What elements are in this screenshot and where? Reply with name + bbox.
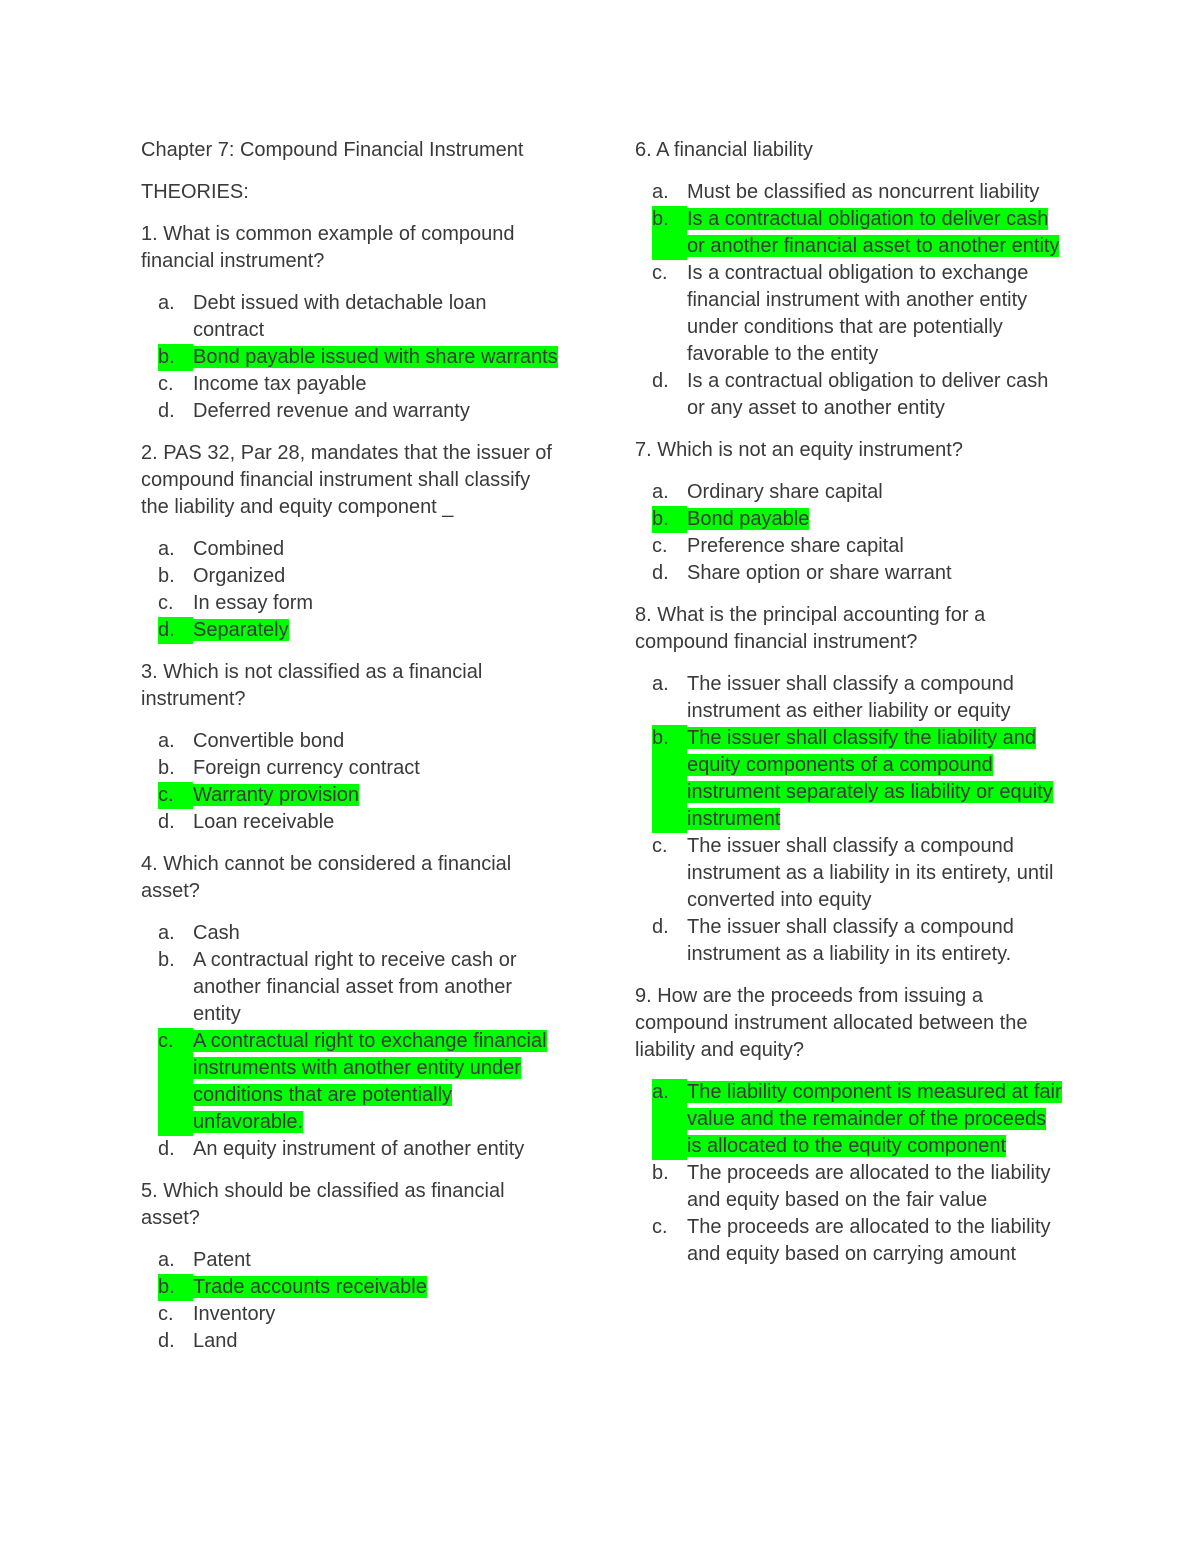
option-letter: a. [652, 673, 669, 695]
option-text: In essay form [193, 592, 314, 614]
option [141, 1136, 561, 1163]
question-3 [141, 659, 561, 836]
option-list [141, 290, 561, 425]
option-letter: b. [652, 506, 687, 533]
option-letter: c. [158, 373, 174, 395]
option-text: The issuer shall classify a compound instrument as a liability in its entirety, until converted into equity [687, 835, 1054, 911]
option-correct [141, 782, 561, 809]
option-correct [635, 206, 1065, 260]
option-correct [141, 1274, 561, 1301]
question-text: 9. How are the proceeds from issuing a compound instrument allocated between the liability and equity? [635, 985, 1028, 1061]
option [635, 560, 1065, 587]
option [141, 728, 561, 755]
option-text: Income tax payable [193, 373, 367, 395]
option [141, 1328, 561, 1355]
option [635, 260, 1065, 368]
option-text: The issuer shall classify a compound instrument as a liability in its entirety. [687, 916, 1014, 965]
option-text: The proceeds are allocated to the liability and equity based on carrying amount [687, 1216, 1051, 1265]
option [141, 1301, 561, 1328]
option-correct [635, 725, 1065, 833]
option [635, 1214, 1065, 1268]
option-letter: d. [652, 562, 669, 584]
option-text: Convertible bond [193, 730, 345, 752]
option-letter: b. [158, 565, 175, 587]
question-text: 1. What is common example of compound financial instrument? [141, 223, 515, 272]
option-text: Ordinary share capital [687, 481, 883, 503]
option [141, 398, 561, 425]
option [635, 179, 1065, 206]
option [141, 809, 561, 836]
option-letter: c. [652, 835, 668, 857]
option-letter: c. [652, 262, 668, 284]
option-letter: a. [652, 1079, 687, 1160]
option [141, 947, 561, 1028]
option-text-highlighted: Separately [193, 619, 289, 641]
option-text: Must be classified as noncurrent liability [687, 181, 1040, 203]
option-list [635, 671, 1065, 968]
option [141, 371, 561, 398]
option-list [141, 920, 561, 1163]
option-list [635, 179, 1065, 422]
option [635, 368, 1065, 422]
option-correct [141, 1028, 561, 1136]
option [635, 533, 1065, 560]
option-letter: c. [652, 535, 668, 557]
option-letter: b. [158, 949, 175, 971]
option-text: Foreign currency contract [193, 757, 420, 779]
option-text: Inventory [193, 1303, 276, 1325]
section-heading: THEORIES: [141, 181, 249, 203]
option [141, 290, 561, 344]
option-text-highlighted: The liability component is measured at fair value and the remainder of the proceeds is allocated to the equity component [687, 1081, 1062, 1157]
option-correct [635, 506, 1065, 533]
option-letter: a. [158, 538, 175, 560]
option-text-highlighted: Bond payable [687, 508, 810, 530]
option-letter: d. [158, 400, 175, 422]
option-letter: c. [158, 1303, 174, 1325]
document-title: Chapter 7: Compound Financial Instrument [141, 139, 524, 161]
option-letter: a. [158, 292, 175, 314]
option [635, 914, 1065, 968]
option-correct [635, 1079, 1065, 1160]
option [635, 1160, 1065, 1214]
option [141, 920, 561, 947]
question-text: 2. PAS 32, Par 28, mandates that the issuer of compound financial instrument shall classify the liability and equity component _ [141, 442, 552, 518]
option-list [635, 1079, 1065, 1268]
option-letter: d. [158, 1138, 175, 1160]
option-letter: d. [158, 1330, 175, 1352]
option-correct [141, 344, 561, 371]
option-letter: d. [158, 811, 175, 833]
option [635, 833, 1065, 914]
option-text: Is a contractual obligation to exchange financial instrument with another entity under conditions that are potentially favorable to the entity [687, 262, 1029, 365]
option-text: Loan receivable [193, 811, 335, 833]
question-text: 6. A financial liability [635, 139, 813, 161]
option-text-highlighted: A contractual right to exchange financial instruments with another entity under conditions that are potentially unfavorable. [193, 1030, 547, 1133]
option-text: Is a contractual obligation to deliver cash or any asset to another entity [687, 370, 1049, 419]
option-text-highlighted: Trade accounts receivable [193, 1276, 427, 1298]
question-text: 4. Which cannot be considered a financial asset? [141, 853, 512, 902]
option-letter: d. [652, 370, 669, 392]
option-list [141, 728, 561, 836]
question-text: 5. Which should be classified as financial asset? [141, 1180, 505, 1229]
left-column [141, 137, 561, 1370]
option-letter: b. [652, 206, 687, 260]
question-5 [141, 1178, 561, 1355]
option-correct [141, 617, 561, 644]
option-letter: a. [652, 481, 669, 503]
option-text: Combined [193, 538, 285, 560]
option [141, 536, 561, 563]
option-letter: a. [158, 1249, 175, 1271]
option-text: The proceeds are allocated to the liability and equity based on the fair value [687, 1162, 1051, 1211]
option-letter: a. [158, 922, 175, 944]
question-text: 8. What is the principal accounting for a compound financial instrument? [635, 604, 986, 653]
question-8 [635, 602, 1065, 968]
option-letter: c. [158, 782, 193, 809]
option-letter: c. [158, 592, 174, 614]
option [141, 590, 561, 617]
option-letter: b. [652, 725, 687, 833]
question-text: 7. Which is not an equity instrument? [635, 439, 963, 461]
question-2 [141, 440, 561, 644]
question-7 [635, 437, 1065, 587]
option-text: An equity instrument of another entity [193, 1138, 525, 1160]
option-letter: b. [158, 1274, 193, 1301]
option-list [141, 536, 561, 644]
option-text-highlighted: Is a contractual obligation to deliver cash or another financial asset to another entity [687, 208, 1060, 257]
question-9 [635, 983, 1065, 1268]
option-text: Patent [193, 1249, 251, 1271]
option-text-highlighted: Bond payable issued with share warrants [193, 346, 558, 368]
option-letter: b. [158, 344, 193, 371]
option-text: Cash [193, 922, 240, 944]
option-text: Land [193, 1330, 238, 1352]
right-column [635, 137, 1065, 1283]
option-text: Share option or share warrant [687, 562, 952, 584]
option-text-highlighted: The issuer shall classify the liability and equity components of a compound instrument separately as liability or equity instrument [687, 727, 1053, 830]
question-text: 3. Which is not classified as a financial instrument? [141, 661, 483, 710]
option-letter: a. [158, 730, 175, 752]
question-4 [141, 851, 561, 1163]
option-list [635, 479, 1065, 587]
option-letter: d. [652, 916, 669, 938]
option-text: The issuer shall classify a compound instrument as either liability or equity [687, 673, 1014, 722]
option-text: Deferred revenue and warranty [193, 400, 470, 422]
option-list [141, 1247, 561, 1355]
option-letter: a. [652, 181, 669, 203]
option [635, 479, 1065, 506]
option [141, 1247, 561, 1274]
option-letter: c. [158, 1028, 193, 1136]
option [141, 563, 561, 590]
option-letter: b. [652, 1162, 669, 1184]
question-1 [141, 221, 561, 425]
option-letter: d. [158, 617, 193, 644]
option-letter: b. [158, 757, 175, 779]
option-text: Preference share capital [687, 535, 904, 557]
question-6 [635, 137, 1065, 422]
option [635, 671, 1065, 725]
option-text-highlighted: Warranty provision [193, 784, 359, 806]
option-text: A contractual right to receive cash or another financial asset from another entity [193, 949, 517, 1025]
option-text: Debt issued with detachable loan contract [193, 292, 487, 341]
option [141, 755, 561, 782]
option-text: Organized [193, 565, 286, 587]
option-letter: c. [652, 1216, 668, 1238]
